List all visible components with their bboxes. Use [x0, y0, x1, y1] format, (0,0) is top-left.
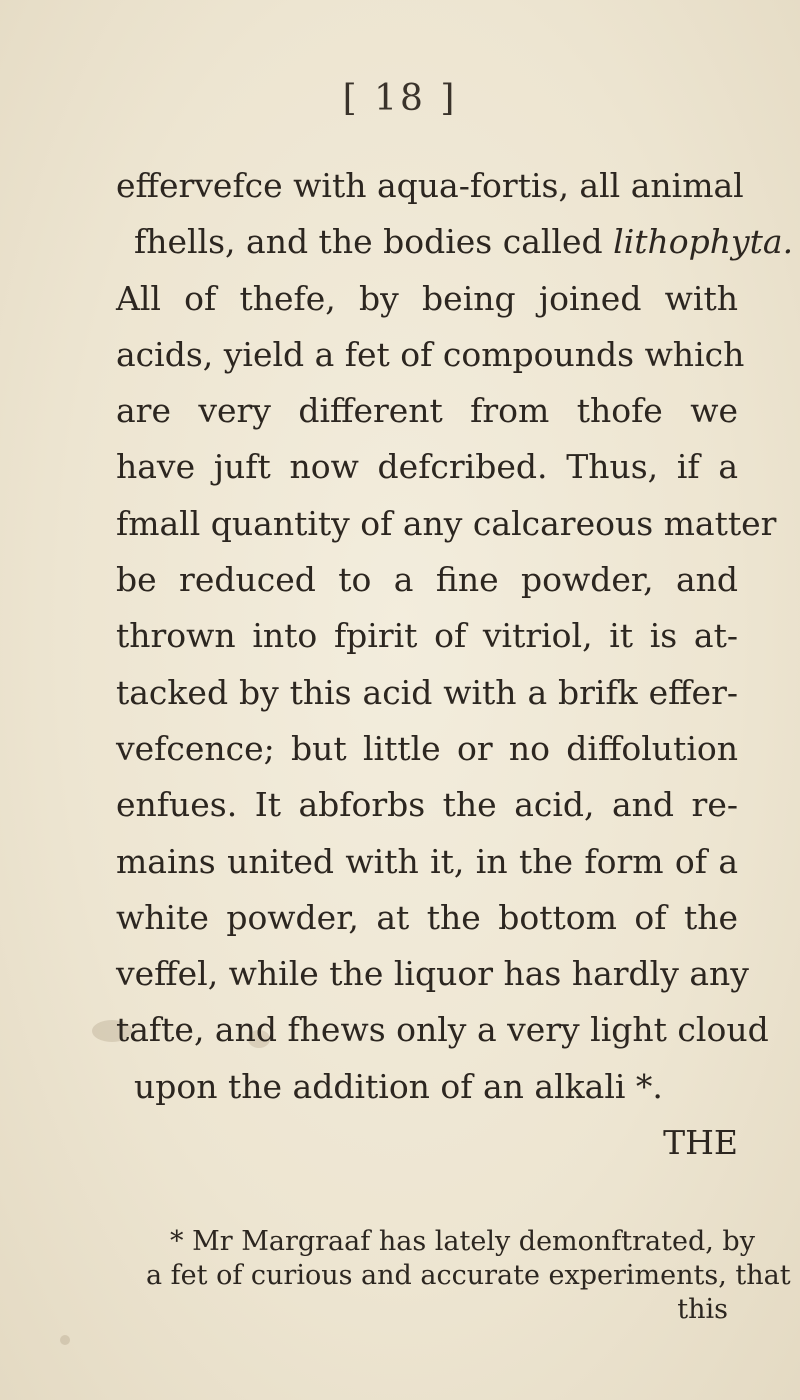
text-line: acids, yield a fet of compounds which — [116, 334, 745, 374]
text-line — [116, 214, 794, 270]
text-line: veffel, while the liquor has hardly any — [116, 954, 749, 994]
text-segment: fhells, and the bodies called — [134, 222, 614, 262]
footnote-catchword: this — [677, 1294, 728, 1325]
text-line: white powder, at the bottom of the — [116, 897, 738, 937]
text-line: thrown into fpirit of vitriol, it is at- — [116, 616, 738, 656]
text-line: tafte, and fhews only a very light cloud — [116, 1010, 769, 1050]
foxing-spot — [60, 1335, 70, 1345]
text-line: effervefce with aqua-fortis, all animal — [116, 166, 744, 205]
catchword: THE — [663, 1123, 738, 1163]
footnote-line: a fet of curious and accurate experiments, that — [146, 1260, 791, 1291]
text-line: enfues. It abforbs the acid, and re- — [116, 785, 738, 825]
text-line: are very different from thofe we — [116, 391, 738, 431]
text-line: fmall quantity of any calcareous matter — [116, 503, 777, 543]
text-line: have juft now defcribed. Thus, if a — [116, 447, 738, 487]
footnote-line: * Mr Margraaf has lately demonftrated, by — [170, 1226, 755, 1257]
text-line: vefcence; but little or no diffolution — [116, 728, 738, 768]
page-number-header: [ 18 ] — [342, 78, 458, 119]
text-line: tacked by this acid with a brifk effer- — [116, 672, 738, 712]
text-line: upon the addition of an alkali *. — [134, 1066, 663, 1106]
text-line: be reduced to a fine powder, and — [116, 560, 738, 600]
body-text — [116, 158, 794, 1171]
text-line: mains united with it, in the form of a — [116, 841, 738, 881]
italic-term: lithophyta. — [613, 222, 794, 262]
footnote — [146, 1225, 791, 1327]
text-line: All of thefe, by being joined with — [116, 278, 738, 318]
